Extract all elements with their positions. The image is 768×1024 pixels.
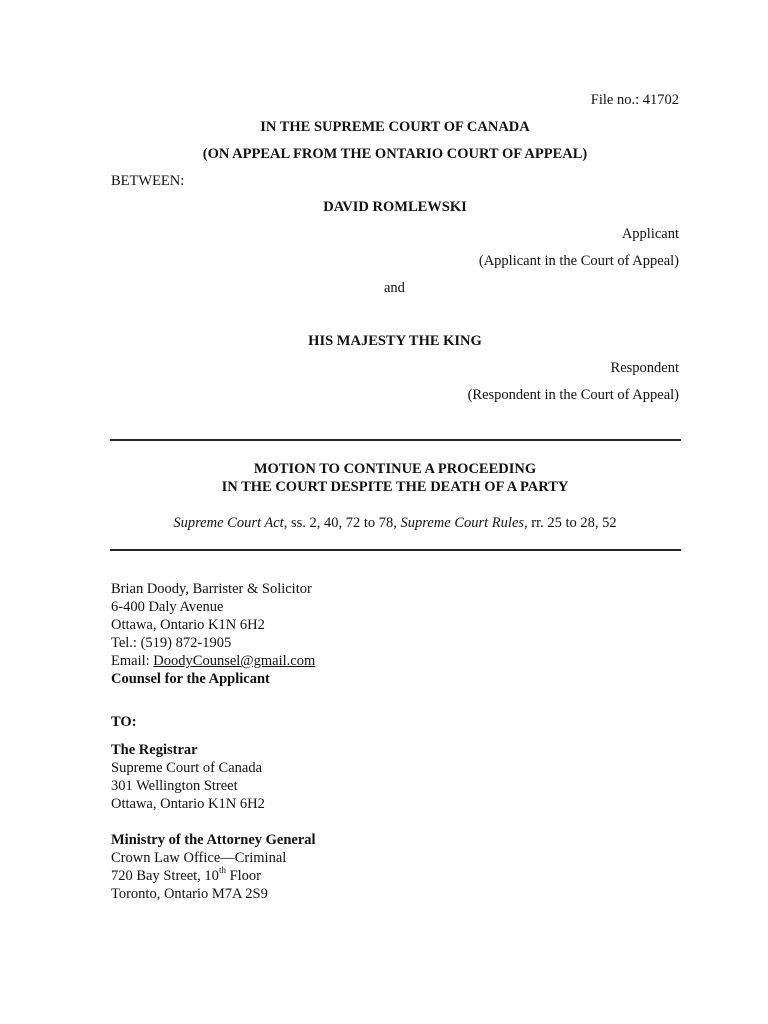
appeal-heading: (ON APPEAL FROM THE ONTARIO COURT OF APPEAL) — [202, 146, 588, 162]
court-heading: IN THE SUPREME COURT OF CANADA — [260, 119, 530, 135]
counsel-role: Counsel for the Applicant — [111, 671, 270, 687]
bottom-rule — [110, 549, 681, 551]
ministry-floor-suffix: th — [218, 865, 226, 876]
counsel-name: Brian Doody, Barrister & Solicitor — [111, 581, 312, 597]
registrar-line3: Ottawa, Ontario K1N 6H2 — [111, 796, 265, 812]
motion-title-line2: IN THE COURT DESPITE THE DEATH OF A PARTY — [221, 479, 569, 495]
file-number: File no.: 41702 — [590, 92, 679, 108]
between-label: BETWEEN: — [111, 173, 185, 189]
registrar-block — [111, 741, 265, 813]
applicant-name: DAVID ROMLEWSKI — [323, 199, 467, 215]
applicant-role-below: (Applicant in the Court of Appeal) — [478, 253, 679, 269]
ministry-block — [111, 831, 316, 903]
ministry-line1: Crown Law Office—Criminal — [111, 850, 287, 866]
to-label: TO: — [111, 714, 137, 730]
top-rule — [110, 439, 681, 441]
counsel-address-line1: 6-400 Daly Avenue — [111, 599, 224, 615]
applicant-role: Applicant — [621, 226, 679, 242]
counsel-tel: Tel.: (519) 872-1905 — [111, 635, 232, 651]
respondent-role-below: (Respondent in the Court of Appeal) — [467, 387, 679, 403]
rules-name: Supreme Court Rules — [400, 515, 525, 531]
counsel-email-label: Email: — [111, 653, 154, 669]
registrar-title: The Registrar — [111, 742, 198, 758]
motion-title-line1: MOTION TO CONTINUE A PROCEEDING — [253, 461, 537, 477]
ministry-line2 — [111, 867, 316, 885]
act-name: Supreme Court Act — [173, 515, 284, 531]
respondent-name: HIS MAJESTY THE KING — [308, 333, 482, 349]
act-sections: , ss. 2, 40, 72 to 78, — [283, 515, 401, 531]
counsel-email-line — [111, 652, 315, 670]
motion-authority — [110, 515, 680, 532]
and-separator: and — [384, 280, 405, 296]
rules-sections: , rr. 25 to 28, 52 — [524, 515, 617, 531]
registrar-line2: 301 Wellington Street — [111, 778, 238, 794]
ministry-street: 720 Bay Street, 10 — [111, 868, 219, 884]
ministry-title: Ministry of the Attorney General — [111, 832, 316, 848]
counsel-block — [111, 580, 315, 688]
registrar-line1: Supreme Court of Canada — [111, 760, 263, 776]
counsel-address-line2: Ottawa, Ontario K1N 6H2 — [111, 617, 265, 633]
ministry-floor: Floor — [225, 868, 261, 884]
counsel-email-link[interactable]: DoodyCounsel@gmail.com — [153, 653, 316, 669]
respondent-role: Respondent — [610, 360, 679, 376]
ministry-line3: Toronto, Ontario M7A 2S9 — [111, 886, 268, 902]
